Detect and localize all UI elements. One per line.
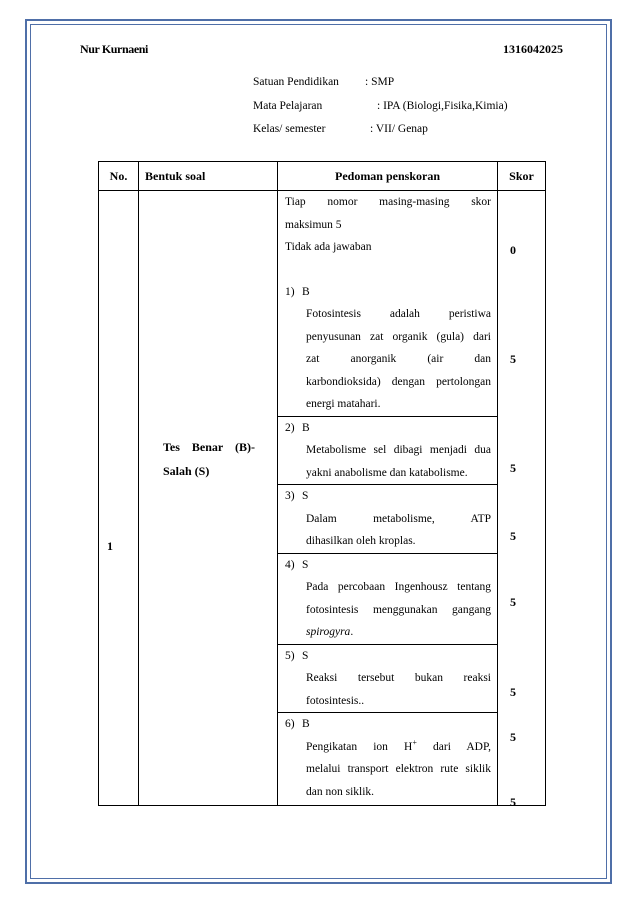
- score-item-2: 5: [510, 461, 516, 475]
- item-number: 2): [285, 421, 295, 434]
- question-type-line-2: Salah (S): [163, 464, 210, 478]
- guide-item-4: [278, 554, 497, 644]
- item-number: 5): [285, 649, 295, 662]
- cell-guide-item5: [278, 644, 498, 713]
- item-5-line: fotosintesis..: [306, 694, 365, 707]
- intro-word: skor: [471, 196, 491, 208]
- score-extra: 5: [510, 795, 516, 809]
- item-number: 4): [285, 558, 295, 571]
- meta-value: : SMP: [365, 76, 395, 88]
- cell-guide-item6: [278, 713, 498, 806]
- question-type-line-1: Tes Benar (B)-: [163, 440, 255, 454]
- guide-intro: [278, 191, 497, 416]
- cell-no: [99, 191, 139, 806]
- meta-key: Satuan Pendidikan: [253, 76, 339, 88]
- score-no-answer: 0: [510, 243, 516, 257]
- meta-row-class-semester: [253, 123, 428, 135]
- question-type-label: [163, 435, 255, 483]
- score-item-3: 5: [510, 529, 516, 543]
- item-3-answer: [285, 485, 491, 508]
- score-item-1: 5: [510, 352, 516, 366]
- item-6-line: melalui transport elektron rute siklik: [306, 763, 491, 775]
- item-1-line: penyusunan zat organik (gula) dari: [306, 330, 491, 343]
- meta-row-subject: [253, 100, 508, 112]
- item-6-line-1: [285, 736, 491, 759]
- student-id: 1316042025: [503, 42, 563, 56]
- item-6-answer: [285, 713, 491, 736]
- cell-guide-item4: [278, 553, 498, 644]
- guide-item-2: [278, 417, 497, 485]
- item-1-line: Fotosintesis adalah peristiwa: [306, 308, 491, 320]
- item-4-line-italic: [285, 621, 491, 644]
- item-4-line: Pada percobaan Ingenhousz tentang: [306, 581, 491, 593]
- table-header-row: [99, 162, 546, 191]
- guide-item-5: [278, 645, 497, 713]
- header-question-type: Bentuk soal: [139, 162, 278, 191]
- score-item-5: 5: [510, 685, 516, 699]
- item-answer: S: [302, 649, 309, 662]
- item-4-answer: [285, 554, 491, 577]
- species-name: spirogyra: [306, 626, 351, 638]
- meta-key: Kelas/ semester: [253, 123, 326, 135]
- text: Pengikatan ion H: [306, 740, 413, 753]
- item-number: 6): [285, 718, 295, 730]
- item-2-line: yakni anabolisme dan katabolisme.: [306, 466, 468, 479]
- punctuation: .: [350, 626, 354, 638]
- item-answer: B: [302, 285, 310, 298]
- meta-key: Mata Pelajaran: [253, 100, 323, 112]
- cell-scores: [498, 191, 546, 809]
- meta-value: : IPA (Biologi,Fisika,Kimia): [377, 100, 508, 112]
- header-no: No.: [99, 162, 139, 191]
- author-name: Nur Kurnaeni: [80, 42, 148, 56]
- scoring-table: [98, 161, 546, 809]
- intro-line-2: maksimun 5: [285, 218, 342, 231]
- question-number: 1: [107, 539, 113, 553]
- item-2-line: Metabolisme sel dibagi menjadi dua: [306, 444, 491, 456]
- intro-line-3: Tidak ada jawaban: [285, 241, 372, 253]
- item-5-answer: [285, 645, 491, 668]
- cell-guide-item3: [278, 485, 498, 554]
- item-1-answer: [285, 281, 491, 304]
- item-1-line: karbondioksida) dengan pertolongan: [306, 375, 491, 388]
- item-answer: B: [302, 421, 310, 434]
- item-answer: B: [302, 718, 310, 730]
- item-3-line: dihasilkan oleh kroplas.: [306, 535, 416, 547]
- meta-value: : VII/ Genap: [370, 123, 428, 135]
- item-number: 1): [285, 285, 295, 298]
- intro-word: masing-masing: [379, 196, 450, 208]
- intro-spacer: [285, 259, 491, 281]
- item-number: 3): [285, 490, 295, 502]
- intro-word: nomor: [327, 196, 358, 208]
- guide-item-6: [278, 713, 497, 803]
- intro-line-1: [285, 191, 491, 214]
- header-scoring-guide: Pedoman penskoran: [278, 162, 498, 191]
- item-3-line: Dalam metabolisme, ATP: [306, 512, 491, 525]
- score-item-6: 5: [510, 730, 516, 744]
- item-5-line: Reaksi tersebut bukan reaksi: [306, 672, 491, 684]
- guide-item-3: [278, 485, 497, 553]
- item-2-answer: [285, 417, 491, 440]
- item-4-line: fotosintesis menggunakan gangang: [306, 603, 491, 616]
- intro-word: Tiap: [285, 196, 306, 208]
- meta-row-education-unit: [253, 76, 395, 88]
- cell-guide-intro-item1: [278, 191, 498, 417]
- cell-guide-item2: [278, 416, 498, 485]
- cell-question-type: [139, 191, 278, 806]
- item-answer: S: [302, 490, 309, 502]
- item-1-line: zat anorganik (air dan: [306, 353, 491, 365]
- header-score: Skor: [498, 162, 546, 191]
- text: dari ADP,: [416, 740, 491, 753]
- item-6-line: dan non siklik.: [306, 785, 375, 798]
- superscript: +: [412, 737, 417, 747]
- item-1-line: energi matahari.: [306, 398, 381, 410]
- score-item-4: 5: [510, 595, 516, 609]
- item-answer: S: [302, 558, 309, 571]
